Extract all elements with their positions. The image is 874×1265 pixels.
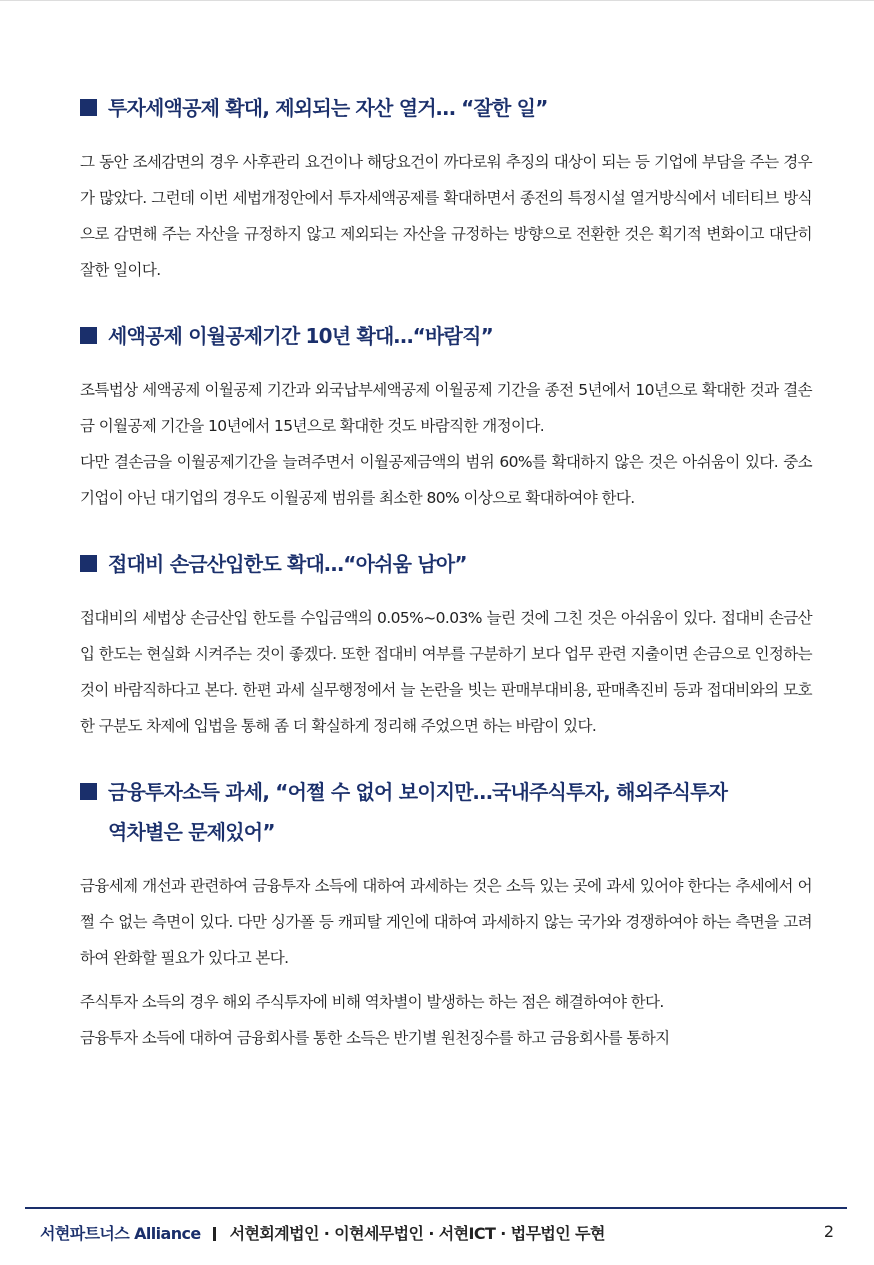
paragraph: 금융투자 소득에 대하여 금융회사를 통한 소득은 반기별 원천징수를 하고 금융회사를 통하지 [80, 1029, 670, 1047]
paragraph: 다만 결손금을 이월공제기간을 늘려주면서 이월공제금액의 범위 60%를 확대하지 않은 것은 아쉬움이 있다. 중소기업이 아닌 대기업의 경우도 이월공제 범위를 최소한 80% 이상으로 확대하여야 한다. [80, 453, 812, 507]
square-bullet-icon [80, 555, 97, 572]
section-heading-text: 역차별은 문제있어” [108, 820, 275, 844]
paragraph: 접대비의 세법상 손금산입 한도를 수입금액의 0.05%~0.03% 늘린 것에 그친 것은 아쉬움이 있다. 접대비 손금산입 한도는 현실화 시켜주는 것이 좋겠다. 또한 접대비 여부를 구분하기 보다 업무 관련 지출이면 손금으로 인정하는 것이 바람직하다고 본다. 한편 과세 실무행정에서 늘 논란을 빗는 판매부대비용, 판매촉진비 등과 접대비와의 모호한 구분도 차제에 입법을 통해 좀 더 확실하게 정리해 주었으면 하는 바람이 있다. [80, 609, 812, 735]
section-heading-text: 세액공제 이월공제기간 10년 확대…“바람직” [108, 324, 493, 348]
square-bullet-icon [80, 783, 97, 800]
document-body [80, 88, 812, 1056]
footer-firms: 서현회계법인 · 이현세무법인 · 서현ICT · 법무법인 두현 [229, 1224, 605, 1243]
paragraph: 그 동안 조세감면의 경우 사후관리 요건이나 해당요건이 까다로워 추징의 대상이 되는 등 기업에 부담을 주는 경우가 많았다. 그런데 이번 세법개정안에서 투자세액공제를 확대하면서 종전의 특정시설 열거방식에서 네터티브 방식으로 감면해 주는 자산을 규정하지 않고 제외되는 자산을 규정하는 방향으로 전환한 것은 획기적 변화이고 대단히 잘한 일이다. [80, 153, 812, 279]
paragraph: 조특법상 세액공제 이월공제 기간과 외국납부세액공제 이월공제 기간을 종전 5년에서 10년으로 확대한 것과 결손금 이월공제 기간을 10년에서 15년으로 확대한 것도 바람직한 개정이다. [80, 381, 812, 435]
footer [40, 1222, 605, 1246]
footer-rule [25, 1207, 847, 1209]
page-number: 2 [823, 1222, 834, 1241]
footer-separator [213, 1227, 216, 1241]
paragraph: 주식투자 소득의 경우 해외 주식투자에 비해 역차별이 발생하는 하는 점은 해결하여야 한다. [80, 993, 664, 1011]
section-heading-text: 투자세액공제 확대, 제외되는 자산 열거… “잘한 일” [108, 96, 548, 120]
section-heading-text: 금융투자소득 과세, “어쩔 수 없어 보이지만…국내주식투자, 해외주식투자 [108, 780, 728, 804]
square-bullet-icon [80, 327, 97, 344]
section-heading-carryforward [80, 316, 812, 356]
paragraph: 금융세제 개선과 관련하여 금융투자 소득에 대하여 과세하는 것은 소득 있는 곳에 과세 있어야 한다는 추세에서 어쩔 수 없는 측면이 있다. 다만 싱가폴 등 캐피탈 게인에 대하여 과세하지 않는 국가와 경쟁하여야 하는 측면을 고려하여 완화할 필요가 있다고 본다. [80, 877, 812, 967]
section-heading-investment-tax-credit [80, 88, 812, 128]
square-bullet-icon [80, 99, 97, 116]
section-heading-financial-investment-income [80, 772, 812, 852]
section-heading-text: 접대비 손금산입한도 확대…“아쉬움 남아” [108, 552, 467, 576]
section-heading-entertainment-expense [80, 544, 812, 584]
footer-brand: 서현파트너스 Alliance [40, 1224, 201, 1243]
top-rule [0, 0, 874, 1]
